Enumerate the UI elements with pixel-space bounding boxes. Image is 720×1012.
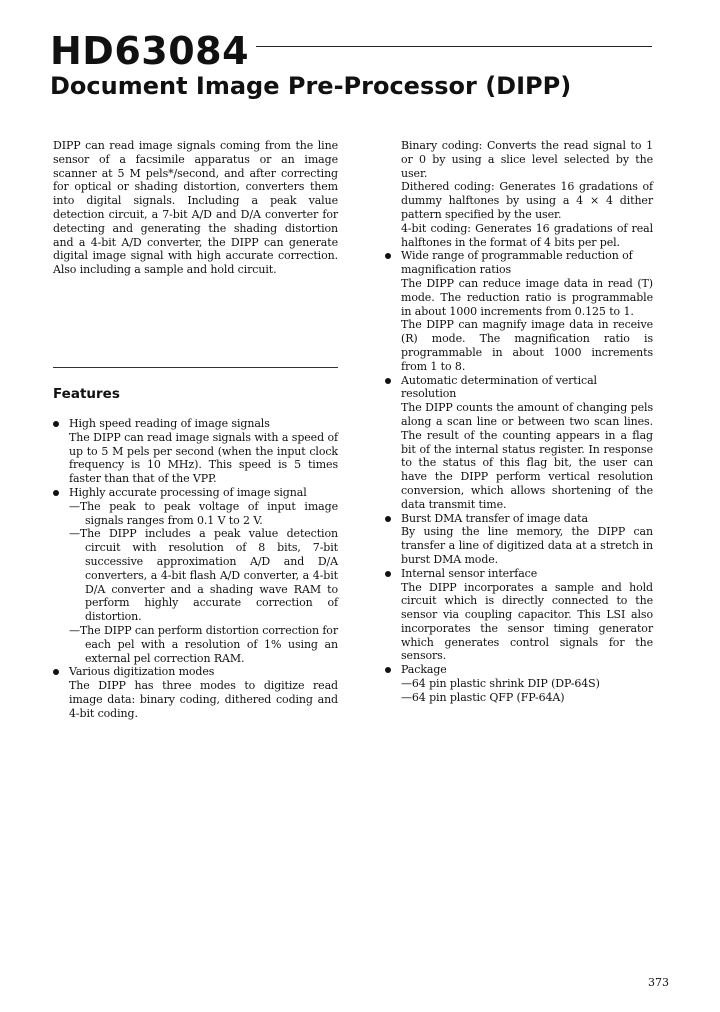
feature-title: Highly accurate processing of image signal [69,485,307,499]
feature-title: Automatic determination of vertical resolution [401,373,597,401]
mode-dithered: Dithered coding: Generates 16 gradations of dummy halftones by using a 4 × 4 dither pattern specified by the user. [401,180,653,221]
feature-body: The DIPP has three modes to digitize read image data: binary coding, dithered coding and 4-bit coding. [69,679,338,720]
bullet-icon [53,421,59,427]
feature-title: Various digitization modes [69,665,215,679]
features-left-column [53,417,338,721]
feature-body: The DIPP can reduce image data in read (T) mode. The reduction ratio is programmable in about 1000 increments from 0.125 to 1. [401,276,653,318]
feature-title: Burst DMA transfer of image data [401,511,588,525]
section-divider [53,367,338,368]
right-column [385,139,653,705]
bullet-icon [385,516,391,522]
feature-body: The DIPP can magnify image data in receive (R) mode. The magnification ratio is programmable in about 1000 increments from 1 to 8. [401,318,653,373]
feature-digitization-modes [385,139,653,249]
left-column [53,139,338,277]
feature-digitization [53,665,338,720]
page-number: 373 [648,976,669,989]
bullet-icon [53,490,59,496]
feature-list-left [53,417,338,721]
bullet-icon [385,667,391,673]
feature-title: Package [401,663,447,677]
feature-title: High speed reading of image signals [69,417,270,430]
bullet-icon [385,571,391,577]
mode-4bit: 4-bit coding: Generates 16 gradations of real halftones in the format of 4 bits per pel. [401,221,653,249]
header-rule [256,46,652,47]
feature-title: Wide range of programmable reduction of magnification ratios [401,249,633,277]
feature-subitem: —The DIPP includes a peak value detection circuit with resolution of 8 bits, 7-bit successive approximation A/D and D/A converters, a 4-bit flash A/D converter, a 4-bit D/A converter and a shading wave RAM to perform highly accurate correction of distortion. [69,527,338,624]
bullet-icon [385,378,391,384]
feature-subitem: —The peak to peak voltage of input image signals ranges from 0.1 V to 2 V. [69,499,338,527]
part-number: HD63084 [50,29,250,73]
feature-magnification [385,249,653,373]
feature-subitem: —The DIPP can perform distortion correction for each pel with a resolution of 1% using an external pel correction RAM. [69,623,338,665]
feature-high-speed [53,417,338,486]
feature-body: The DIPP counts the amount of changing pels along a scan line or between two scan lines. The result of the counting appears in a flag bit of the internal status register. In response to the status of this flag bit, the user can have the DIPP perform vertical resolution conversion, which allows shortening of the data transmit time. [401,401,653,511]
feature-list-right [385,139,653,705]
feature-burst-dma [385,512,653,567]
feature-body: The DIPP can read image signals with a speed of up to 5 M pels per second (when the input clock frequency is 10 MHz). This speed is 5 times faster than that of the VPP. [69,430,338,486]
feature-sensor-interface [385,567,653,664]
feature-vertical-resolution [385,374,653,512]
feature-accuracy [53,486,338,665]
intro-paragraph: DIPP can read image signals coming from the line sensor of a facsimile apparatus or an image scanner at 5 M pels*/second, and after correcting for optical or shading distortion, converters them into digital signals. Including a peak value detection circuit, a 7-bit A/D and D/A converter for detecting and generating the shading distortion and a 4-bit A/D converter, the DIPP can generate digital image signal with high accurate correction. Also including a sample and hold circuit. [53,139,338,277]
package-item: —64 pin plastic shrink DIP (DP-64S) [401,677,600,691]
feature-title: Internal sensor interface [401,566,538,580]
feature-package [385,663,653,704]
bullet-icon [53,669,59,675]
feature-body: By using the line memory, the DIPP can transfer a line of digitized data at a stretch in burst DMA mode. [401,525,653,566]
mode-binary: Binary coding: Converts the read signal to 1 or 0 by using a slice level selected by the user. [401,139,653,180]
package-item: —64 pin plastic QFP (FP-64A) [401,690,565,704]
page-title: Document Image Pre-Processor (DIPP) [50,72,572,100]
features-heading: Features [53,386,120,402]
feature-body: The DIPP incorporates a sample and hold circuit which is directly connected to the sensor via coupling capacitor. This LSI also incorporates the sensor timing generator which generates control signals for the sensors. [401,580,653,663]
bullet-icon [385,253,391,259]
